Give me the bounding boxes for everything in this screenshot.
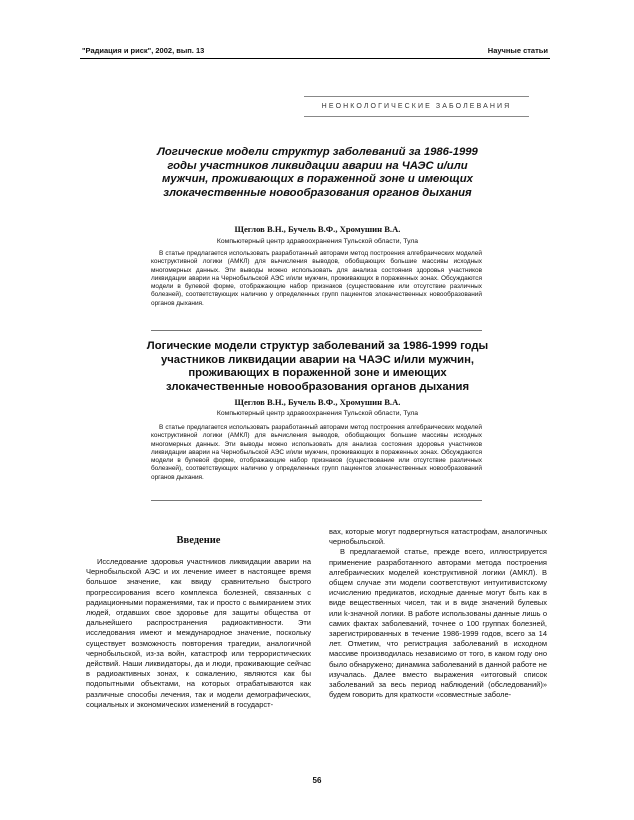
article-authors: Щеглов В.Н., Бучель В.Ф., Хромушин В.А. [234,224,401,234]
article-authors-repeat: Щеглов В.Н., Бучель В.Ф., Хромушин В.А. [234,397,401,407]
section-label: НЕОНКОЛОГИЧЕСКИЕ ЗАБОЛЕВАНИЯ [304,96,529,117]
intro-paragraph-1-continued: вах, которые могут подвергнуться катастрофам, аналогичных чернобыльской. [329,527,547,547]
abstract-divider [151,330,482,331]
article-abstract: В статье предлагается использовать разработанный авторами метод построения алгебраических моделей конструктивной логики (АМКЛ) для вычисления выводов, обобщающих большие массивы исходных многомерных данных. Эти выводы можно использовать для анализа состояния здоровья участников ликвидации аварии на Чернобыльской АЭС и/или мужчин, проживающих в пораженных зонах. Обсуждаются модели в булевой форме, отображающие набор признаков (существование или отсутствие различных болезней), соответствующих наличию у определенных групп пациентов злокачественных новообразований органов дыхания. [151,250,482,307]
journal-header: "Радиация и риск", 2002, вып. 13 [82,46,205,55]
article-title: Логические модели структур заболеваний за 1986-1999 годы участников ликвидации аварии на ЧАЭС и/или мужчин, проживающих в пораженной зоне и имеющих злокачественные новообразования органов дыхания [157,146,478,199]
section-type-header: Научные статьи [487,46,548,55]
article-affiliation-repeat: Компьютерный центр здравоохранения Тульской области, Тула [216,410,419,417]
article-title-repeat: Логические модели структур заболеваний за 1986-1999 годы участников ликвидации аварии на ЧАЭС и/или мужчин, проживающих в пораженной зоне и имеющих злокачественные новообразования органов дыхания [146,340,489,393]
intro-paragraph-2: В предлагаемой статье, прежде всего, иллюстрируется применение разработанного авторами метода построения алгебраических моделей конструктивной логики (АМКЛ). В общем случае эти модели соответствуют интуитивистскому исчислению предикатов, исходные данные могут быть как в виде вещественных чисел, так и в виде значений булевых или k-значной логики. В работе использованы данные лишь о самих фактах заболеваний, точнее о 100 группах болезней, зарегистрированных в течение 1986-1999 годов, всего за 14 лет. Отметим, что регистрация заболеваний в исходном массиве производилась независимо от того, в каком году оно было обнаружено; динамика заболеваний в данной работе не изучалась. Далее вместо выражения «итоговый список заболеваний за весь период наблюдений (обследований)» будем говорить для краткости «совместные заболе- [329,547,547,700]
intro-heading: Введение [176,535,221,546]
article-abstract-repeat: В статье предлагается использовать разработанный авторами метод построения алгебраических моделей конструктивной логики (АМКЛ) для вычисления выводов, обобщающих большие массивы исходных многомерных данных. Эти выводы можно использовать для анализа состояния здоровья участников ликвидации аварии на Чернобыльской АЭС и/или мужчин, проживающих в пораженных зонах. Обсуждаются модели в булевой форме, отображающие набор признаков (существование или отсутствие различных болезней), соответствующих наличию у определенных групп пациентов злокачественных новообразований органов дыхания. [151,424,482,481]
abstract-divider-repeat [151,500,482,501]
intro-left-column [86,557,311,710]
article-affiliation: Компьютерный центр здравоохранения Тульской области, Тула [216,238,419,245]
page-number: 56 [312,776,322,785]
header-divider [80,58,550,59]
intro-paragraph-1: Исследование здоровья участников ликвидации аварии на Чернобыльской АЭС и их лечение имеет в настоящее время большое значение, как ввиду сравнительно быстрого прогрессирования всего комплекса болезней, связанных с радиационными поражениями, так и просто с вымиранием этих людей, отдавших свое здоровье для защиты общества от дальнейшего распространения радиоактивности. Эти исследования имеют и международное значение, поскольку существует возможность повторения трагедии, аналогичной чернобыльской, из-за войн, катастроф или террористических действий. Наши ликвидаторы, да и люди, проживающие сейчас в радиоактивных зонах, к сожалению, являются как бы подопытными объектами, на которых отрабатываются как различные способы лечения, так и модели демографических, социальных и экономических изменений в государст- [86,557,311,709]
intro-right-column [329,527,547,700]
